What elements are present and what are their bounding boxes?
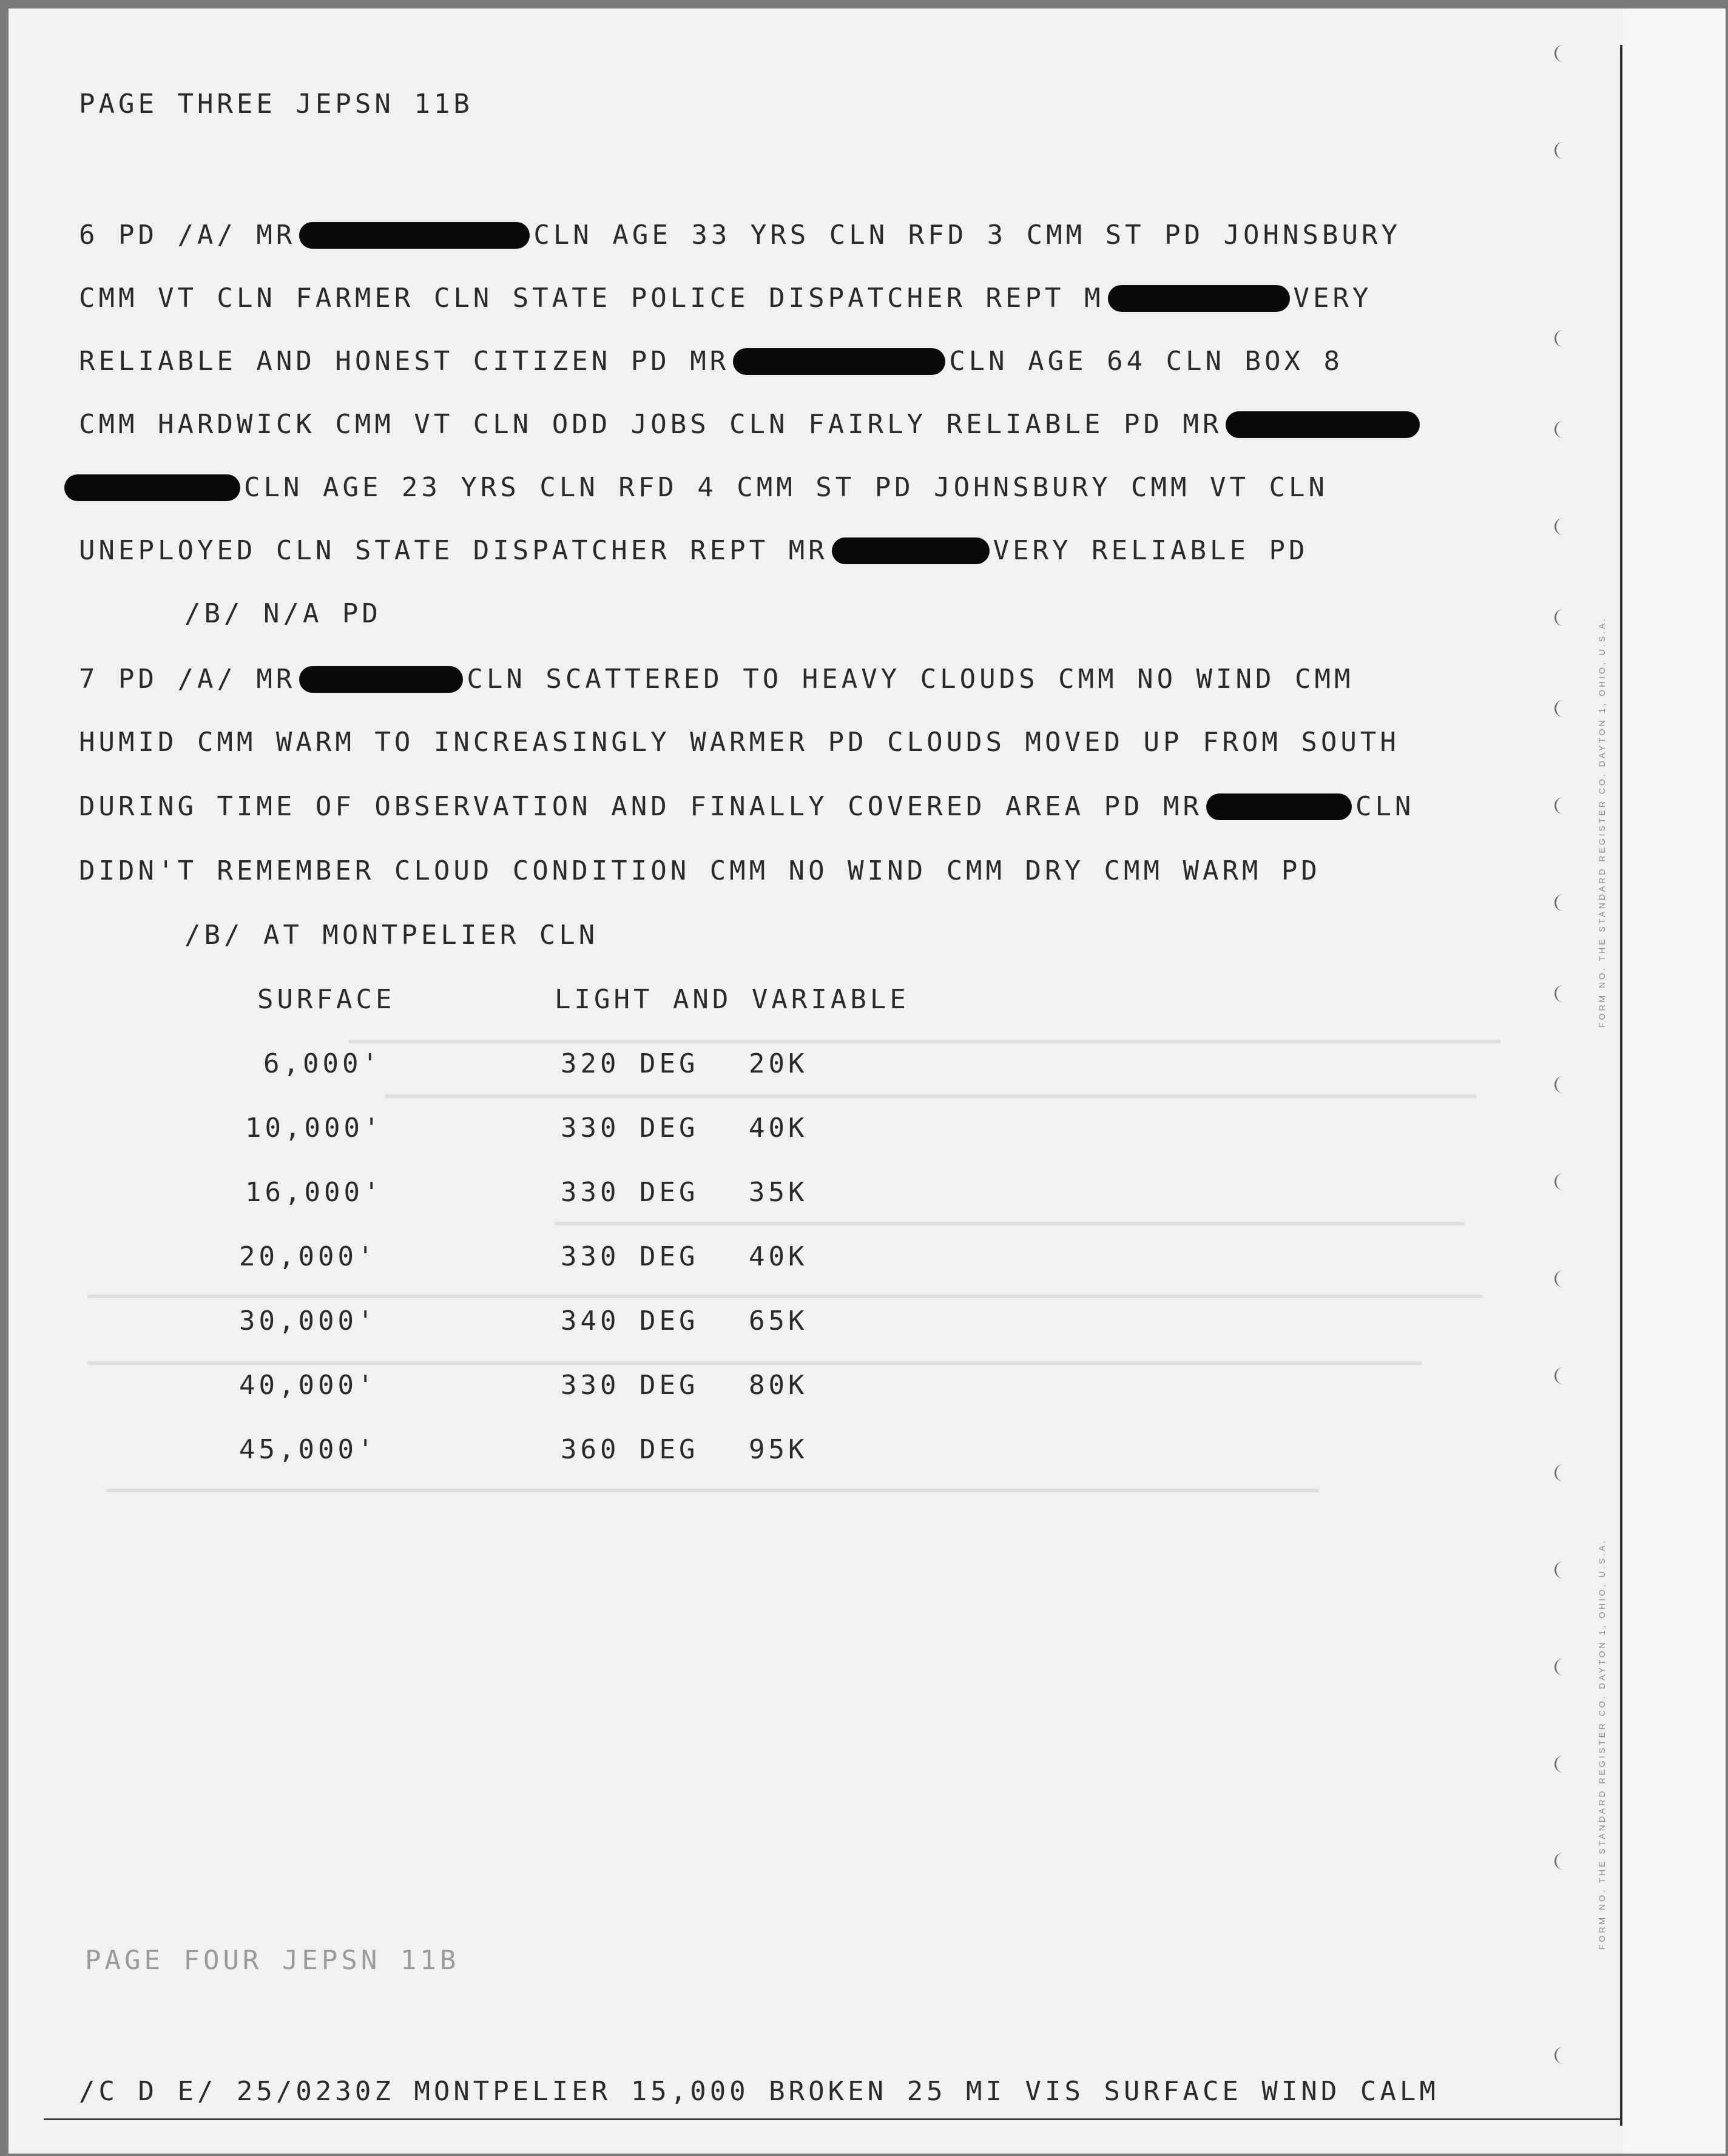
item6-line4: CMM HARDWICK CMM VT CLN ODD JOBS CLN FAIRLY RELIABLE PD MR [79,409,1423,440]
winds-row-speed: 95K [749,1434,808,1465]
paper-bottom-edge [44,2118,1621,2120]
item7-line4: DIDN'T REMEMBER CLOUD CONDITION CMM NO WIND CMM DRY CMM WARM PD [79,855,1321,886]
item6-line7: /B/ N/A PD [184,598,382,629]
winds-row-direction: 330 DEG [561,1241,699,1272]
winds-row-speed: 40K [749,1241,808,1272]
edge-printer-mark: FORM NO. THE STANDARD REGISTER CO. DAYTON 1, OHIO, U.S.A. [1597,616,1607,1028]
item7-line5: /B/ AT MONTPELIER CLN [184,920,599,951]
winds-row-speed: 20K [749,1048,808,1079]
redaction [64,474,240,501]
winds-row-speed: 35K [749,1177,808,1208]
winds-row-direction: 340 DEG [561,1305,699,1336]
final-line: /C D E/ 25/0230Z MONTPELIER 15,000 BROKEN 25 MI VIS SURFACE WIND CALM [79,2076,1439,2107]
winds-row-altitude: 16,000' [245,1177,383,1208]
winds-row-altitude: 10,000' [245,1113,383,1144]
item6-line1: 6 PD /A/ MR CLN AGE 33 YRS CLN RFD 3 CMM ST PD JOHNSBURY [79,220,1401,251]
winds-row-speed: 80K [749,1370,808,1401]
winds-row-direction: 330 DEG [561,1177,699,1208]
page-three-header: PAGE THREE JEPSN 11B [79,89,473,120]
winds-row-direction: 330 DEG [561,1370,699,1401]
item6-line3: RELIABLE AND HONEST CITIZEN PD MR CLN AGE 64 CLN BOX 8 [79,346,1343,377]
winds-row-speed: 65K [749,1305,808,1336]
item6-line6: UNEPLOYED CLN STATE DISPATCHER REPT MR VERY RELIABLE PD [79,535,1309,566]
page-margin-strip [1622,8,1726,2154]
item7-line2: HUMID CMM WARM TO INCREASINGLY WARMER PD CLOUDS MOVED UP FROM SOUTH [79,727,1400,758]
paper-edge [1620,45,1622,2126]
winds-row-speed: 40K [749,1113,808,1144]
item6-line5: CLN AGE 23 YRS CLN RFD 4 CMM ST PD JOHNSBURY CMM VT CLN [61,472,1328,504]
document-page [8,8,1726,2154]
redaction [1206,793,1352,820]
winds-row-altitude: 45,000' [239,1434,377,1465]
page-four-header: PAGE FOUR JEPSN 11B [85,1945,460,1976]
winds-row-altitude: 30,000' [239,1305,377,1336]
winds-row-direction: 330 DEG [561,1113,699,1144]
redaction [299,222,530,249]
redaction [299,666,463,693]
winds-header-altitude: SURFACE [257,984,396,1015]
item6-line2: CMM VT CLN FARMER CLN STATE POLICE DISPATCHER REPT M VERY [79,283,1372,314]
winds-row-direction: 360 DEG [561,1434,699,1465]
sprocket-holes [1554,33,1573,2120]
winds-header-value: LIGHT AND VARIABLE [555,984,910,1015]
edge-printer-mark-lower: FORM NO. THE STANDARD REGISTER CO. DAYTON 1, OHIO, U.S.A. [1597,1538,1607,1950]
redaction [733,348,945,375]
redaction [1226,411,1420,438]
winds-row-altitude: 20,000' [239,1241,377,1272]
redaction [832,537,990,564]
winds-row-altitude: 6,000' [263,1048,382,1079]
redaction [1108,285,1290,312]
item7-line3: DURING TIME OF OBSERVATION AND FINALLY COVERED AREA PD MR CLN [79,791,1415,822]
item7-line1: 7 PD /A/ MR CLN SCATTERED TO HEAVY CLOUDS CMM NO WIND CMM [79,664,1354,695]
winds-row-altitude: 40,000' [239,1370,377,1401]
winds-row-direction: 320 DEG [561,1048,699,1079]
